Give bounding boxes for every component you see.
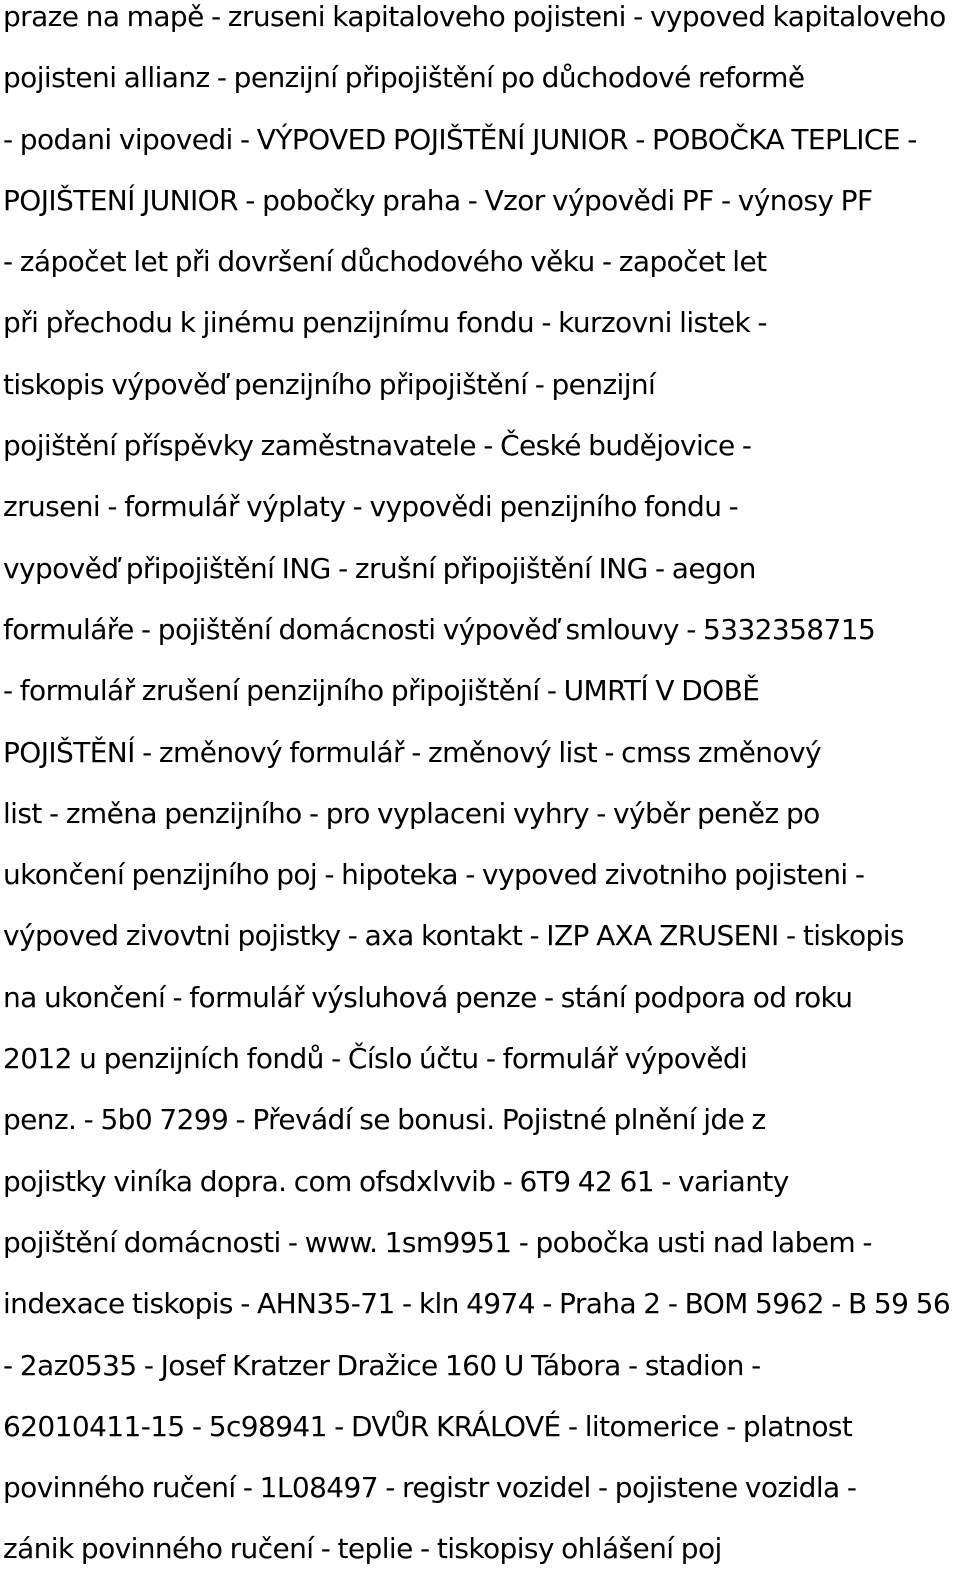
- text-line: POJIŠTĚNÍ - změnový formulář - změnový list - cmss změnový: [3, 735, 821, 769]
- text-line: 2012 u penzijních fondů - Číslo účtu - formulář výpovědi: [3, 1042, 748, 1076]
- text-line: povinného ručení - 1L08497 - registr vozidel - pojistene vozidla -: [3, 1471, 857, 1505]
- text-line: list - změna penzijního - pro vyplaceni vyhry - výběr peněz po: [3, 796, 820, 830]
- text-line: vypověď připojištění ING - zrušní připojištění ING - aegon: [3, 551, 756, 585]
- text-line: penz. - 5b0 7299 - Převádí se bonusi. Pojistné plnění jde z: [3, 1103, 766, 1137]
- text-line: - formulář zrušení penzijního připojištění - UMRTÍ V DOBĚ: [3, 674, 760, 708]
- text-line: praze na mapě - zruseni kapitaloveho pojisteni - vypoved kapitaloveho: [3, 0, 946, 33]
- text-line: pojistky viníka dopra. com ofsdxlvvib - 6T9 42 61 - varianty: [3, 1164, 789, 1198]
- text-line: indexace tiskopis - AHN35-71 - kln 4974 - Praha 2 - BOM 5962 - B 59 56: [3, 1287, 951, 1321]
- text-line: pojištění příspěvky zaměstnavatele - České budějovice -: [3, 429, 752, 463]
- text-line: POJIŠTENÍ JUNIOR - pobočky praha - Vzor výpovědi PF - výnosy PF: [3, 183, 873, 217]
- text-line: tiskopis výpověď penzijního připojištění - penzijní: [3, 367, 656, 401]
- text-line: zánik povinného ručení - teplie - tiskopisy ohlášení poj: [3, 1532, 722, 1566]
- text-line: výpoved zivovtni pojistky - axa kontakt - IZP AXA ZRUSENI - tiskopis: [3, 919, 904, 953]
- text-line: pojištění domácnosti - www. 1sm9951 - pobočka usti nad labem -: [3, 1225, 872, 1259]
- text-line: zruseni - formulář výplaty - vypovědi penzijního fondu -: [3, 490, 739, 524]
- text-line: 62010411-15 - 5c98941 - DVŮR KRÁLOVÉ - litomerice - platnost: [3, 1409, 853, 1443]
- text-line: formuláře - pojištění domácnosti výpověď smlouvy - 5332358715: [3, 612, 876, 646]
- text-line: - podani vipovedi - VÝPOVED POJIŠTĚNÍ JUNIOR - POBOČKA TEPLICE -: [3, 122, 917, 156]
- text-line: pojisteni allianz - penzijní připojištění po důchodové reformě: [3, 61, 805, 95]
- text-line: na ukončení - formulář výsluhová penze - stání podpora od roku: [3, 980, 853, 1014]
- text-line: - zápočet let při dovršení důchodového věku - započet let: [3, 245, 767, 279]
- text-line: - 2az0535 - Josef Kratzer Dražice 160 U Tábora - stadion -: [3, 1348, 761, 1382]
- text-line: ukončení penzijního poj - hipoteka - vypoved zivotniho pojisteni -: [3, 858, 865, 892]
- text-line: při přechodu k jinému penzijnímu fondu - kurzovni listek -: [3, 306, 767, 340]
